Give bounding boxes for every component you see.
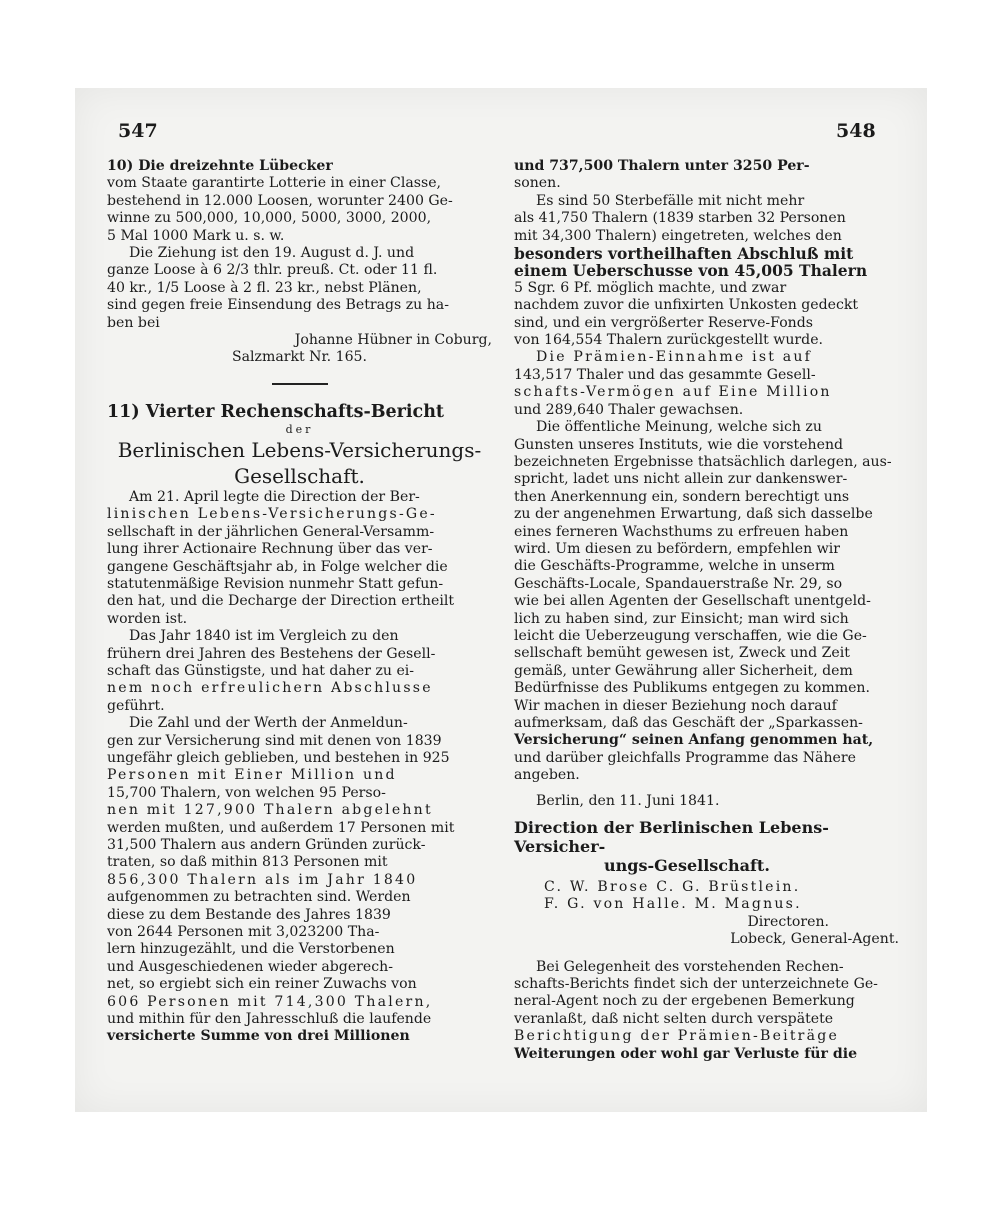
text-line: Die Prämien-Einnahme ist auf — [536, 349, 813, 366]
text-line: statutenmäßige Revision nunmehr Statt gefun- — [107, 575, 444, 592]
text-line: und mithin für den Jahresschluß die laufende — [107, 1011, 432, 1028]
text-line: linischen Lebens-Versicherungs-Ge- — [107, 506, 437, 523]
text-line: ganze Loose à 6 2/3 thlr. preuß. Ct. oder 11 fl. — [107, 262, 438, 279]
text-line: gen zur Versicherung sind mit denen von 1839 — [107, 732, 442, 749]
page-number-right: 548 — [836, 120, 876, 142]
text-line: nen mit 127,900 Thalern abgelehnt — [107, 802, 433, 819]
text-line: 606 Personen mit 714,300 Thalern, — [107, 993, 433, 1010]
text-line: net, so ergiebt sich ein reiner Zuwachs von — [107, 976, 417, 993]
text-line: Gunsten unseres Instituts, wie die vorstehend — [514, 436, 844, 453]
text-line: frühern drei Jahren des Bestehens der Gesell- — [107, 645, 436, 662]
text-line: Geschäfts-Locale, Spandauerstraße Nr. 29, so — [514, 575, 843, 592]
text-line: sellschaft in der jährlichen General-Versamm- — [107, 523, 435, 540]
text-line: Am 21. April legte die Direction der Ber- — [129, 488, 420, 505]
text-line: traten, so daß mithin 813 Personen mit — [107, 854, 388, 871]
text-line: Die Ziehung ist den 19. August d. J. und — [129, 245, 415, 262]
date-line: Berlin, den 11. Juni 1841. — [536, 792, 720, 809]
text-line: Das Jahr 1840 ist im Vergleich zu den — [129, 628, 399, 645]
text-line: gangene Geschäftsjahr ab, in Folge welcher die — [107, 558, 448, 575]
text-line: leicht die Ueberzeugung verschaffen, wie die Ge- — [514, 627, 867, 644]
text-line: angeben. — [514, 767, 580, 784]
text-line: versicherte Summe von drei Millionen — [107, 1028, 410, 1045]
text-line: von 164,554 Thalern zurückgestellt wurde. — [514, 332, 824, 349]
text-line: bezeichneten Ergebnisse thatsächlich darlegen, aus- — [514, 453, 892, 470]
text-line: Es sind 50 Sterbefälle mit nicht mehr — [536, 192, 805, 209]
paragraph — [107, 489, 492, 628]
text-line: eines ferneren Wachsthums zu erfreuen haben — [514, 523, 849, 540]
text-line: lich zu haben sind, zur Einsicht; man wird sich — [514, 610, 849, 627]
text-line: Versicherung“ seinen Anfang genommen hat, — [514, 732, 874, 749]
text-line: zu der angenehmen Erwartung, daß sich dasselbe — [514, 506, 873, 523]
text-line: Bei Gelegenheit des vorstehenden Rechen- — [536, 958, 844, 975]
text-line: 856,300 Thalern als im Jahr 1840 — [107, 871, 418, 888]
advertiser-address: Salzmarkt Nr. 165. — [231, 349, 368, 366]
directoren-label: Directoren. — [747, 913, 829, 930]
text-line: lung ihrer Actionaire Rechnung über das ver- — [107, 541, 433, 558]
right-column — [514, 158, 899, 1063]
text-line: einem Ueberschusse von 45,005 Thalern — [514, 261, 868, 281]
text-line: Personen mit Einer Million und — [107, 767, 397, 784]
text-line: und 289,640 Thaler gewachsen. — [514, 401, 744, 418]
paragraph — [514, 349, 899, 419]
paragraph — [514, 193, 899, 350]
text-line: und Ausgeschiedenen wieder abgerech- — [107, 958, 393, 975]
ad-title: 10) Die dreizehnte Lübecker — [107, 158, 333, 174]
text-line: schafts-Berichts findet sich der unterzeichnete Ge- — [514, 976, 878, 993]
report-heading: 11) Vierter Rechenschafts-Bericht — [107, 401, 444, 422]
text-line: schaft das Günstigste, und hat daher zu ei- — [107, 662, 415, 679]
text-line: ungefähr gleich geblieben, und bestehen in 925 — [107, 749, 450, 766]
left-column — [107, 158, 492, 1046]
text-line: nachdem zuvor die unfixirten Unkosten gedeckt — [514, 297, 859, 314]
text-line: Die Zahl und der Werth der Anmeldun- — [129, 715, 408, 732]
text-line: die Geschäfts-Programme, welche in unserm — [514, 558, 835, 575]
text-line: sind, und ein vergrößerter Reserve-Fonds — [514, 314, 814, 331]
direction-heading: Direction der Berlinischen Lebens-Versicher- — [514, 818, 829, 857]
text-line: sellschaft bemüht gewesen ist, Zweck und Zeit — [514, 645, 850, 662]
text-line: veranlaßt, daß nicht selten durch verspätete — [514, 1010, 834, 1027]
report-title-line2: Gesellschaft. — [234, 463, 365, 488]
report-title-line1: Berlinischen Lebens-Versicherungs- — [117, 437, 482, 462]
text-line: von 2644 Personen mit 3,023200 Tha- — [107, 924, 380, 941]
text-line: den hat, und die Decharge der Direction ertheilt — [107, 593, 455, 610]
paragraph — [514, 419, 899, 785]
text-line: 5 Mal 1000 Mark u. s. w. — [107, 227, 285, 244]
page-number-left: 547 — [118, 120, 158, 142]
text-line: mit 34,300 Thalern) eingetreten, welches den — [514, 227, 842, 244]
text-line: besonders vortheilhaften Abschluß mit — [514, 244, 854, 264]
text-line: vom Staate garantirte Lotterie in einer Classe, — [107, 175, 442, 192]
text-line: und 737,500 Thalern unter 3250 Per- — [514, 158, 810, 174]
report-heading-der: der — [285, 422, 314, 436]
director-names-line: C. W. Brose C. G. Brüstlein. — [544, 879, 801, 896]
director-names — [514, 879, 899, 914]
text-line: bestehend in 12.000 Loosen, worunter 2400 Ge- — [107, 192, 453, 209]
text-line: ben bei — [107, 314, 160, 331]
text-line: als 41,750 Thalern (1839 starben 32 Personen — [514, 210, 846, 227]
paragraph — [514, 959, 899, 1063]
text-line: gemäß, unter Gewährung aller Sicherheit, dem — [514, 662, 853, 679]
text-line: 5 Sgr. 6 Pf. möglich machte, und zwar — [514, 279, 787, 296]
text-line: winne zu 500,000, 10,000, 5000, 3000, 2000, — [107, 210, 432, 227]
general-agent-signature: Lobeck, General-Agent. — [730, 931, 899, 948]
text-line: wird. Um diesen zu befördern, empfehlen wir — [514, 540, 841, 557]
advertiser-name: Johanne Hübner in Coburg, — [294, 332, 492, 349]
text-line: und darüber gleichfalls Programme das Nähere — [514, 749, 856, 766]
text-line: lern hinzugezählt, und die Verstorbenen — [107, 941, 395, 958]
text-line: Wir machen in dieser Beziehung noch darauf — [514, 697, 837, 714]
text-line: sonen. — [514, 175, 561, 192]
text-line: geführt. — [107, 697, 165, 714]
director-names-line: F. G. von Halle. M. Magnus. — [544, 896, 802, 913]
section-divider — [272, 383, 328, 385]
text-line: werden mußten, und außerdem 17 Personen mit — [107, 819, 455, 836]
text-line: diese zu dem Bestande des Jahres 1839 — [107, 906, 391, 923]
text-line: Weiterungen oder wohl gar Verluste für die — [514, 1045, 858, 1062]
text-line: aufgenommen zu betrachten sind. Werden — [107, 889, 411, 906]
paragraph — [107, 628, 492, 715]
direction-heading: ungs-Gesellschaft. — [604, 856, 770, 876]
text-line: 31,500 Thalern aus andern Gründen zurück- — [107, 837, 426, 853]
text-line: Bedürfnisse des Publikums entgegen zu kommen. — [514, 680, 870, 697]
text-line: 15,700 Thalern, von welchen 95 Perso- — [107, 784, 386, 801]
text-line: then Anerkennung ein, sondern berechtigt uns — [514, 488, 850, 505]
paragraph — [107, 715, 492, 1046]
text-line: 40 kr., 1/5 Loose à 2 fl. 23 kr., nebst Plänen, — [107, 279, 422, 296]
text-line: Berichtigung der Prämien-Beiträge — [514, 1028, 839, 1045]
text-line: aufmerksam, daß das Geschäft der „Sparkassen- — [514, 715, 863, 731]
lottery-ad — [107, 158, 492, 367]
text-line: sind gegen freie Einsendung des Betrags zu ha- — [107, 297, 449, 314]
text-line: spricht, ladet uns nicht allein zur dankenswer- — [514, 471, 848, 488]
text-line: wie bei allen Agenten der Gesellschaft unentgeld- — [514, 593, 871, 610]
text-line: worden ist. — [107, 610, 188, 627]
text-line: schafts-Vermögen auf Eine Million — [514, 384, 832, 401]
text-line: 143,517 Thaler und das gesammte Gesell- — [514, 366, 816, 383]
text-line: Die öffentliche Meinung, welche sich zu — [536, 419, 822, 436]
text-line: neral-Agent noch zu der ergebenen Bemerkung — [514, 993, 855, 1010]
text-line: nem noch erfreulichern Abschlusse — [107, 680, 433, 697]
